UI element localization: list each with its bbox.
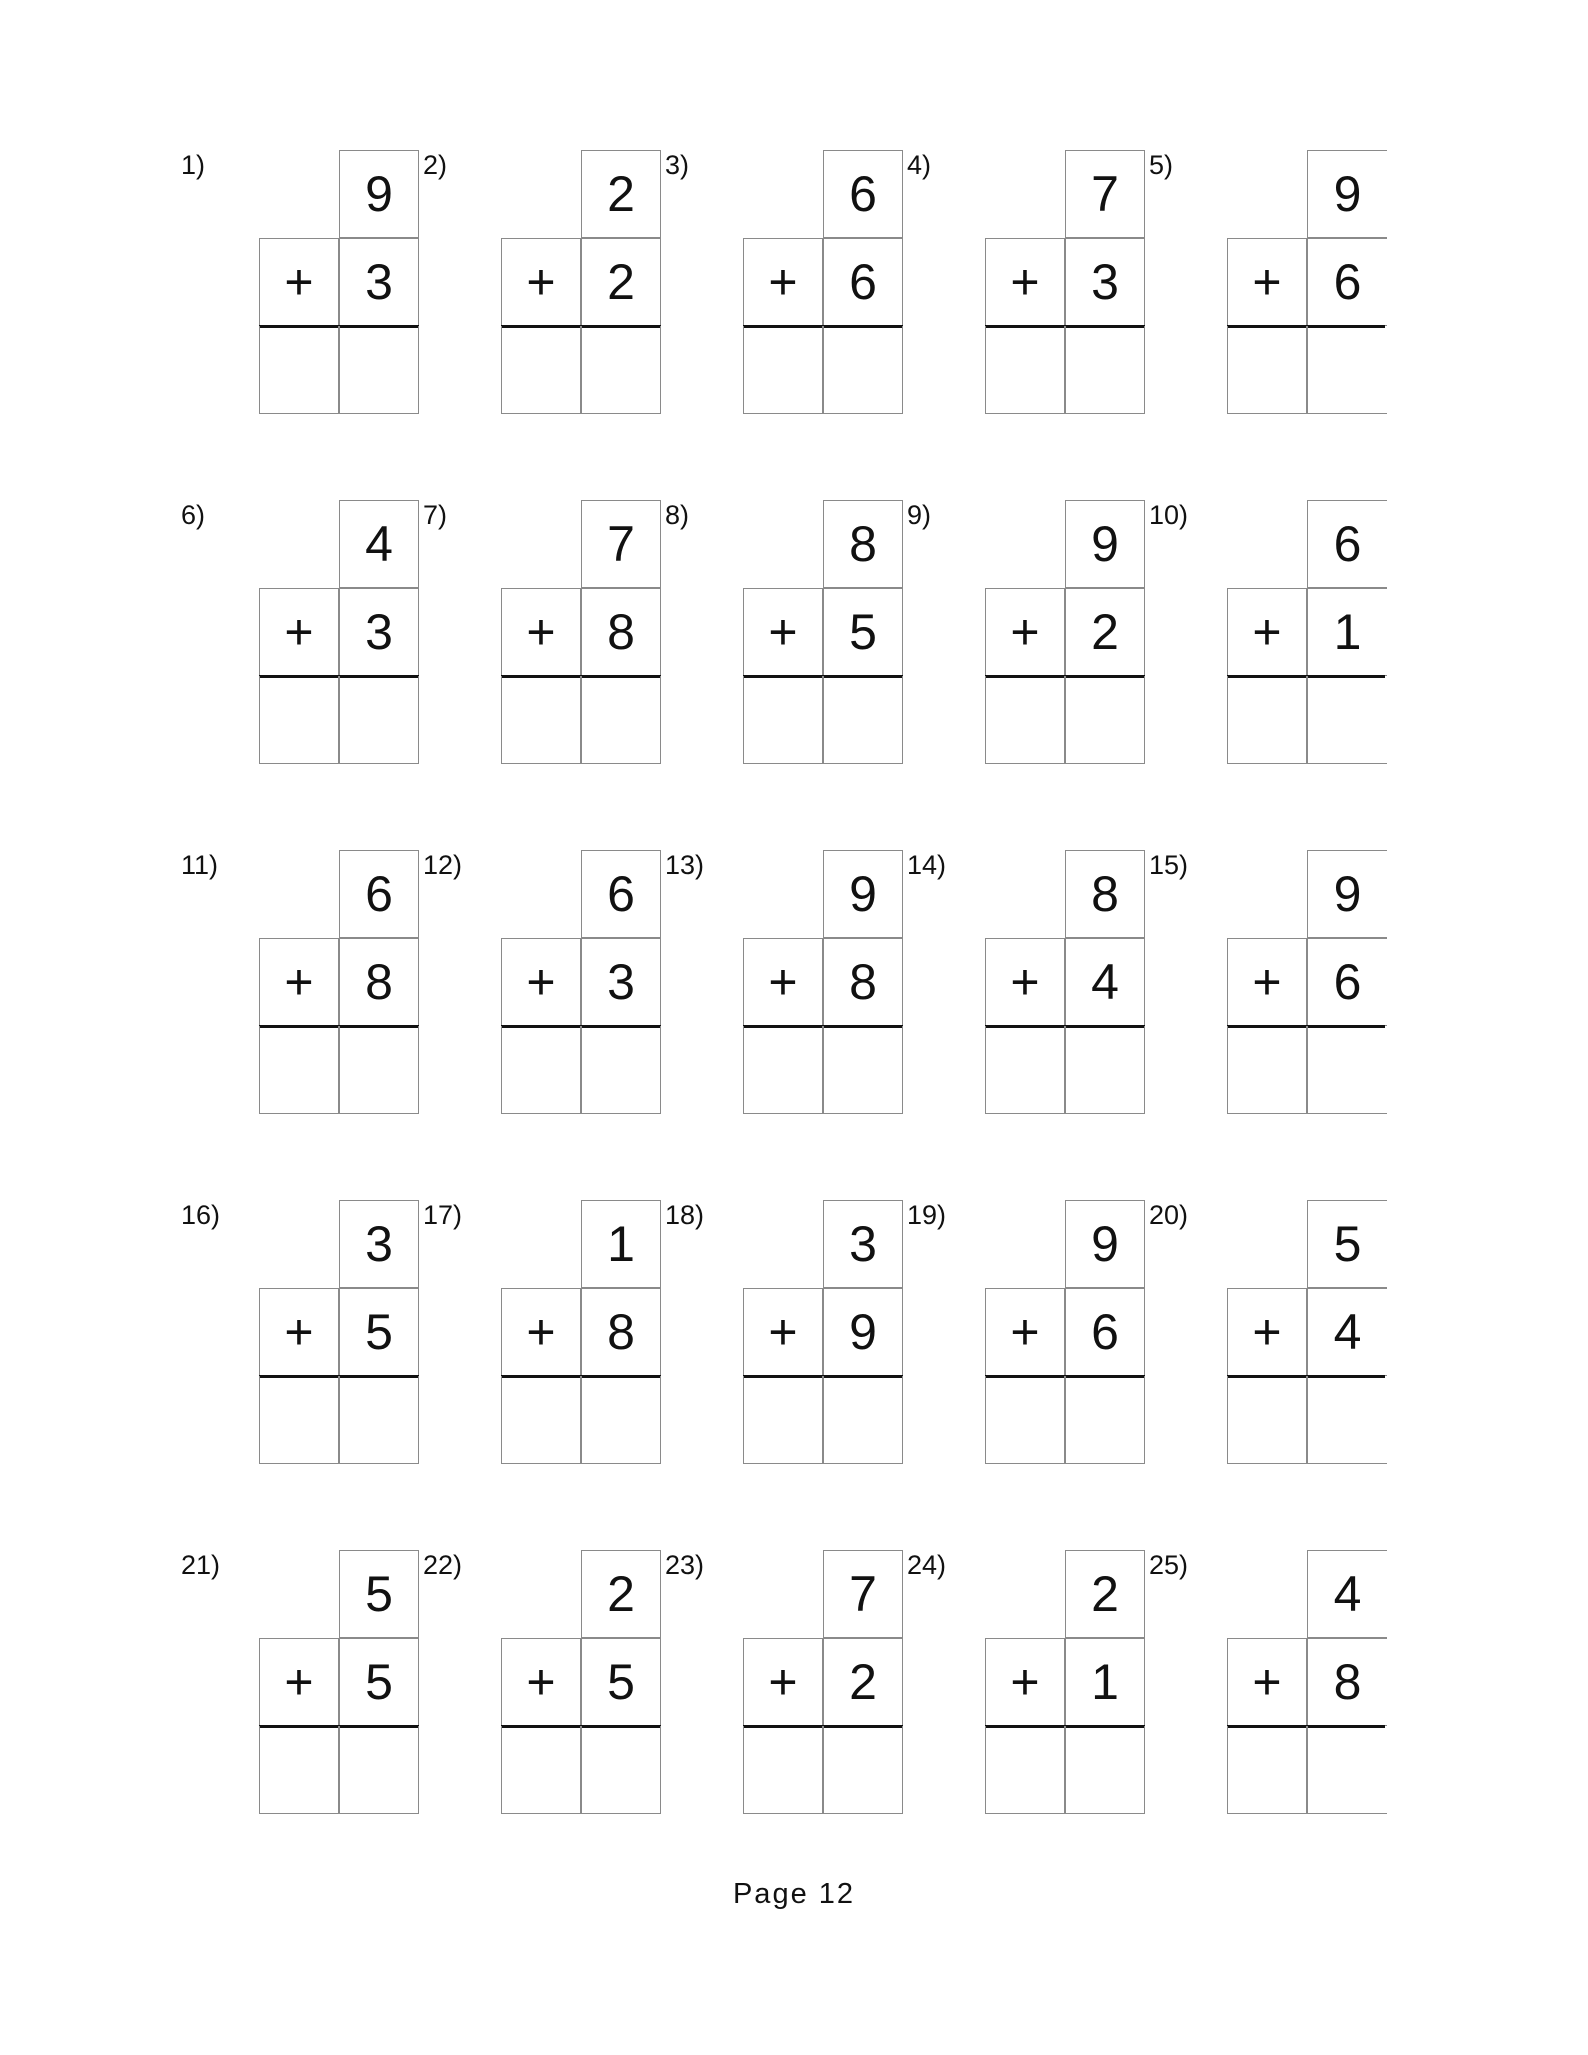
plus-sign: + [501,1638,581,1726]
answer-box-tens[interactable] [501,326,581,414]
plus-sign: + [1227,1288,1307,1376]
problem-number: 1) [181,150,206,180]
bottom-addend: 6 [1307,938,1387,1026]
problem-number: 2) [423,150,448,180]
problem-number: 11) [181,850,219,880]
answer-box-ones[interactable] [581,326,661,414]
plus-sign: + [501,238,581,326]
answer-box-ones[interactable] [823,1376,903,1464]
problem-number: 15) [1149,850,1189,880]
bottom-addend: 8 [339,938,419,1026]
answer-box-ones[interactable] [1307,1026,1387,1114]
answer-box-ones[interactable] [339,676,419,764]
problem [181,1200,421,1470]
problem-number: 16) [181,1200,221,1230]
answer-box-tens[interactable] [985,1726,1065,1814]
answer-box-tens[interactable] [1227,1376,1307,1464]
top-addend: 3 [339,1200,419,1288]
problem-number: 5) [1149,150,1174,180]
answer-box-tens[interactable] [743,326,823,414]
answer-box-tens[interactable] [501,1376,581,1464]
bottom-addend: 5 [339,1638,419,1726]
problem-number: 9) [907,500,932,530]
problem [1149,850,1389,1120]
problem [1149,150,1389,420]
problem-number: 7) [423,500,448,530]
problem [1149,1550,1389,1820]
answer-box-ones[interactable] [339,1726,419,1814]
plus-sign: + [259,238,339,326]
problem [181,150,421,420]
answer-box-tens[interactable] [743,1026,823,1114]
answer-box-tens[interactable] [259,326,339,414]
bottom-addend: 8 [581,1288,661,1376]
bottom-addend: 4 [1065,938,1145,1026]
bottom-addend: 9 [823,1288,903,1376]
top-addend: 6 [823,150,903,238]
bottom-addend: 3 [339,588,419,676]
answer-box-tens[interactable] [501,1026,581,1114]
answer-box-ones[interactable] [1065,1026,1145,1114]
problem-number: 22) [423,1550,463,1580]
plus-sign: + [1227,588,1307,676]
problem [181,500,421,770]
top-addend: 2 [581,150,661,238]
top-addend: 6 [581,850,661,938]
plus-sign: + [985,238,1065,326]
problem [423,1550,663,1820]
answer-box-ones[interactable] [1307,1376,1387,1464]
plus-sign: + [259,588,339,676]
answer-box-tens[interactable] [743,1726,823,1814]
answer-box-tens[interactable] [985,676,1065,764]
problem-number: 24) [907,1550,947,1580]
top-addend: 2 [581,1550,661,1638]
plus-sign: + [743,588,823,676]
bottom-addend: 2 [823,1638,903,1726]
bottom-addend: 6 [1065,1288,1145,1376]
answer-box-ones[interactable] [1307,1726,1387,1814]
plus-sign: + [743,938,823,1026]
plus-sign: + [1227,938,1307,1026]
answer-box-ones[interactable] [823,326,903,414]
problem-number: 8) [665,500,690,530]
plus-sign: + [985,1288,1065,1376]
bottom-addend: 5 [581,1638,661,1726]
problem [181,1550,421,1820]
problem [181,850,421,1120]
bottom-addend: 1 [1065,1638,1145,1726]
answer-box-tens[interactable] [1227,1026,1307,1114]
top-addend: 5 [339,1550,419,1638]
answer-box-tens[interactable] [985,1376,1065,1464]
problem-number: 21) [181,1550,221,1580]
answer-box-tens[interactable] [501,676,581,764]
top-addend: 1 [581,1200,661,1288]
plus-sign: + [501,1288,581,1376]
top-addend: 6 [1307,500,1387,588]
answer-box-ones[interactable] [1065,1726,1145,1814]
top-addend: 8 [823,500,903,588]
top-addend: 7 [1065,150,1145,238]
answer-box-ones[interactable] [581,1376,661,1464]
answer-box-tens[interactable] [985,1026,1065,1114]
answer-box-ones[interactable] [823,1026,903,1114]
plus-sign: + [501,938,581,1026]
top-addend: 9 [1307,850,1387,938]
top-addend: 5 [1307,1200,1387,1288]
answer-box-ones[interactable] [1307,326,1387,414]
answer-box-ones[interactable] [823,676,903,764]
problem-number: 4) [907,150,932,180]
answer-box-tens[interactable] [259,676,339,764]
problem [423,150,663,420]
answer-box-ones[interactable] [581,676,661,764]
answer-box-tens[interactable] [259,1026,339,1114]
problem [907,850,1147,1120]
plus-sign: + [259,1288,339,1376]
top-addend: 9 [823,850,903,938]
answer-box-ones[interactable] [1065,676,1145,764]
plus-sign: + [259,1638,339,1726]
bottom-addend: 2 [581,238,661,326]
problem [907,150,1147,420]
top-addend: 7 [823,1550,903,1638]
plus-sign: + [501,588,581,676]
bottom-addend: 4 [1307,1288,1387,1376]
problem-number: 12) [423,850,463,880]
plus-sign: + [743,238,823,326]
answer-box-ones[interactable] [1065,1376,1145,1464]
plus-sign: + [259,938,339,1026]
answer-box-ones[interactable] [1307,676,1387,764]
answer-box-tens[interactable] [1227,326,1307,414]
plus-sign: + [985,588,1065,676]
problem [665,500,905,770]
top-addend: 8 [1065,850,1145,938]
problem-number: 17) [423,1200,463,1230]
problem-number: 13) [665,850,705,880]
problem-number: 23) [665,1550,705,1580]
bottom-addend: 6 [1307,238,1387,326]
problem-number: 20) [1149,1200,1189,1230]
top-addend: 4 [1307,1550,1387,1638]
top-addend: 2 [1065,1550,1145,1638]
bottom-addend: 2 [1065,588,1145,676]
top-addend: 9 [1065,1200,1145,1288]
answer-box-tens[interactable] [259,1376,339,1464]
top-addend: 9 [1307,150,1387,238]
answer-box-ones[interactable] [339,326,419,414]
answer-box-ones[interactable] [339,1376,419,1464]
bottom-addend: 3 [339,238,419,326]
answer-box-ones[interactable] [581,1726,661,1814]
top-addend: 4 [339,500,419,588]
problem [423,1200,663,1470]
answer-box-ones[interactable] [581,1026,661,1114]
problem [1149,500,1389,770]
problem [907,1200,1147,1470]
answer-box-tens[interactable] [259,1726,339,1814]
bottom-addend: 6 [823,238,903,326]
plus-sign: + [985,1638,1065,1726]
problem [907,500,1147,770]
bottom-addend: 8 [581,588,661,676]
problem-number: 6) [181,500,206,530]
bottom-addend: 3 [1065,238,1145,326]
bottom-addend: 8 [823,938,903,1026]
bottom-addend: 5 [339,1288,419,1376]
problem [665,150,905,420]
plus-sign: + [1227,1638,1307,1726]
problem-number: 19) [907,1200,947,1230]
plus-sign: + [743,1638,823,1726]
answer-box-tens[interactable] [1227,676,1307,764]
problem-number: 18) [665,1200,705,1230]
top-addend: 9 [1065,500,1145,588]
answer-box-tens[interactable] [985,326,1065,414]
problem [423,500,663,770]
page-number: Page 12 [732,1878,856,1910]
answer-box-ones[interactable] [339,1026,419,1114]
top-addend: 9 [339,150,419,238]
answer-box-tens[interactable] [501,1726,581,1814]
bottom-addend: 5 [823,588,903,676]
answer-box-tens[interactable] [743,1376,823,1464]
answer-box-tens[interactable] [1227,1726,1307,1814]
top-addend: 7 [581,500,661,588]
top-addend: 6 [339,850,419,938]
top-addend: 3 [823,1200,903,1288]
problem-number: 14) [907,850,947,880]
problem-number: 3) [665,150,690,180]
plus-sign: + [743,1288,823,1376]
bottom-addend: 8 [1307,1638,1387,1726]
problem [423,850,663,1120]
answer-box-ones[interactable] [823,1726,903,1814]
bottom-addend: 3 [581,938,661,1026]
problem [907,1550,1147,1820]
problem [665,1550,905,1820]
bottom-addend: 1 [1307,588,1387,676]
problem [665,850,905,1120]
problem [665,1200,905,1470]
plus-sign: + [985,938,1065,1026]
problem-number: 25) [1149,1550,1189,1580]
plus-sign: + [1227,238,1307,326]
problem-number: 10) [1149,500,1189,530]
problem [1149,1200,1389,1470]
answer-box-tens[interactable] [743,676,823,764]
answer-box-ones[interactable] [1065,326,1145,414]
